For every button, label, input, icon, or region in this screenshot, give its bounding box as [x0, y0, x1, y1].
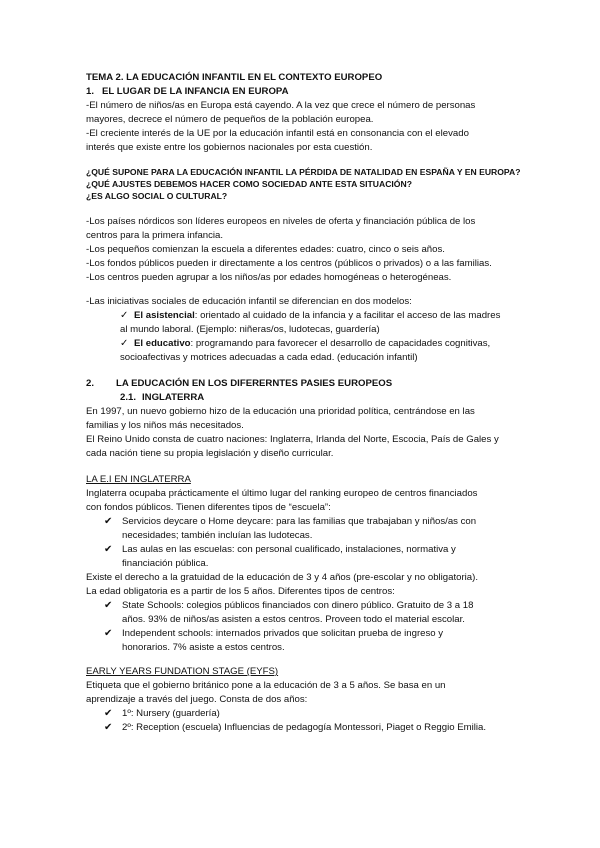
- paragraph-line: El Reino Unido consta de cuatro naciones: Inglaterra, Irlanda del Norte, Escocia, País de Gales y: [86, 434, 499, 445]
- paragraph-line: con fondos públicos. Tienen diferentes tipos de “escuela”:: [86, 502, 331, 513]
- subheading-eyfs: EARLY YEARS FUNDATION STAGE (EYFS): [86, 666, 279, 677]
- section-2-1-number: 2.1.: [120, 392, 137, 403]
- paragraph-line: honorarios. 7% asiste a estos centros.: [122, 642, 285, 653]
- paragraph-line: interés que existe entre los gobiernos nacionales por esta cuestión.: [86, 142, 373, 153]
- checkmark-icon: ✔: [104, 708, 113, 719]
- check-icon: ✓: [120, 310, 129, 321]
- paragraph-line: cada nación tiene su propia legislación y diseño curricular.: [86, 448, 334, 459]
- paragraph-line: socioafectivas y motrices adecuadas a cada edad. (educación infantil): [120, 352, 418, 363]
- paragraph-line: mayores, decrece el número de pequeños de la población europea.: [86, 114, 374, 125]
- model-item: ✓ El educativo: programando para favorecer el desarrollo de capacidades cognitivas,: [120, 338, 491, 349]
- paragraph-line: Inglaterra ocupaba prácticamente el último lugar del ranking europeo de centros financiados: [86, 488, 478, 499]
- check-icon: ✓: [120, 338, 129, 349]
- paragraph-line: familias y los niños más necesitados.: [86, 420, 244, 431]
- checkmark-icon: ✔: [104, 628, 113, 639]
- paragraph-line: -El creciente interés de la UE por la educación infantil está en consonancia con el elevado: [86, 128, 469, 139]
- paragraph-line: -Los fondos públicos pueden ir directamente a los centros (públicos o privados) o a las familias.: [86, 258, 492, 269]
- paragraph-line: La edad obligatoria es a partir de los 5 años. Diferentes tipos de centros:: [86, 586, 395, 597]
- paragraph-line: financiación pública.: [122, 558, 209, 569]
- checkmark-icon: ✔: [104, 722, 113, 733]
- paragraph-line: centros para la primera infancia.: [86, 230, 224, 241]
- paragraph-line: -Las iniciativas sociales de educación infantil se diferencian en dos modelos:: [86, 296, 412, 307]
- paragraph-line: -Los centros pueden agrupar a los niños/as por edades homogéneas o heterogéneas.: [86, 272, 452, 283]
- paragraph-line: necesidades; también incluían las ludotecas.: [122, 530, 313, 541]
- paragraph-line: aprendizaje a través del juego. Consta de dos años:: [86, 694, 308, 705]
- checkmark-icon: ✔: [104, 600, 113, 611]
- section-1-heading: [86, 86, 289, 98]
- document-title: TEMA 2. LA EDUCACIÓN INFANTIL EN EL CONTEXTO EUROPEO: [86, 72, 383, 83]
- paragraph-line: -Los pequeños comienzan la escuela a diferentes edades: cuatro, cinco o seis años.: [86, 244, 445, 255]
- paragraph-line: Etiqueta que el gobierno británico pone a la educación de 3 a 5 años. Se basa en un: [86, 680, 446, 691]
- section-2-heading: [86, 378, 392, 390]
- paragraph-line: -El número de niños/as en Europa está cayendo. A la vez que crece el número de personas: [86, 100, 476, 111]
- section-1-number: 1.: [86, 86, 95, 97]
- paragraph-line: -Los países nórdicos son líderes europeos en niveles de oferta y financiación pública de los: [86, 216, 476, 227]
- section-2-1-title: INGLATERRA: [142, 392, 205, 403]
- question-line: ¿ES ALGO SOCIAL O CULTURAL?: [86, 191, 228, 201]
- section-2-1-heading: [120, 392, 204, 404]
- section-2-title: LA EDUCACIÓN EN LOS DIFERERNTES PASIES EUROPEOS: [116, 378, 393, 389]
- subheading-ei-inglaterra: LA E.I EN INGLATERRA: [86, 474, 191, 485]
- question-line: ¿QUÉ AJUSTES DEBEMOS HACER COMO SOCIEDAD ANTE ESTA SITUACIÓN?: [86, 179, 412, 189]
- list-item: ✔ Las aulas en las escuelas: con personal cualificado, instalaciones, normativa y: [104, 544, 456, 555]
- list-item: ✔ State Schools: colegios públicos financiados con dinero público. Gratuito de 3 a 18: [104, 600, 474, 611]
- list-item: ✔ Independent schools: internados privados que solicitan prueba de ingreso y: [104, 628, 444, 639]
- section-1-title: EL LUGAR DE LA INFANCIA EN EUROPA: [102, 86, 289, 97]
- list-item: ✔ Servicios deycare o Home deycare: para las familias que trabajaban y niños/as con: [104, 516, 477, 527]
- question-line: ¿QUÉ SUPONE PARA LA EDUCACIÓN INFANTIL LA PÉRDIDA DE NATALIDAD EN ESPAÑA Y EN EUROPA?: [86, 167, 521, 177]
- model-item: ✓ El asistencial: orientado al cuidado de la infancia y a facilitar el acceso de las madres: [120, 310, 501, 321]
- list-item: ✔ 1º: Nursery (guardería): [104, 708, 220, 719]
- paragraph-line: al mundo laboral. (Ejemplo: niñeras/os, ludotecas, guardería): [120, 324, 380, 335]
- section-2-number: 2.: [86, 378, 95, 389]
- list-item: ✔ 2º: Reception (escuela) Influencias de pedagogía Montessori, Piaget o Reggio Emilia.: [104, 722, 487, 733]
- checkmark-icon: ✔: [104, 544, 113, 555]
- checkmark-icon: ✔: [104, 516, 113, 527]
- paragraph-line: años. 93% de niños/as asisten a estos centros. Proveen todo el material escolar.: [122, 614, 465, 625]
- paragraph-line: En 1997, un nuevo gobierno hizo de la educación una prioridad política, centrándose en las: [86, 406, 475, 417]
- paragraph-line: Existe el derecho a la gratuidad de la educación de 3 y 4 años (pre-escolar y no obligatoria).: [86, 572, 478, 583]
